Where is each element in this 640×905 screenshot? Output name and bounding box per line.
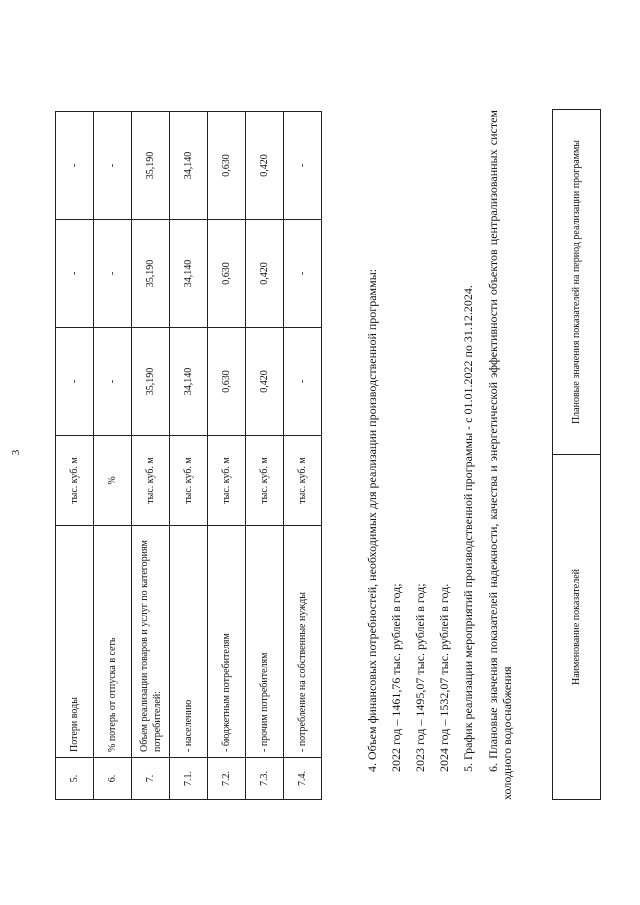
row-indicator-name: Объем реализации товаров и услуг по категориям потребителей:: [132, 526, 170, 758]
finance-2023: 2023 год – 1495,07 тыс. рублей в год;: [413, 583, 427, 772]
row-value-2: 0,420: [246, 220, 284, 328]
row-value-1: 35,190: [132, 328, 170, 436]
row-value-3: -: [284, 112, 322, 220]
row-value-2: 34,140: [170, 220, 208, 328]
row-value-3: -: [56, 112, 94, 220]
row-unit: тыс. куб. м: [56, 436, 94, 526]
row-value-2: 0,630: [208, 220, 246, 328]
row-value-3: 35,190: [132, 112, 170, 220]
section-4-text: 4. Объем финансовых потребностей, необходимых для реализации производственной программы:: [365, 268, 379, 772]
row-value-3: 0,420: [246, 112, 284, 220]
row-unit: тыс. куб. м: [170, 436, 208, 526]
production-table: [55, 111, 322, 800]
row-unit: тыс. куб. м: [246, 436, 284, 526]
row-number: 7.2.: [208, 758, 246, 800]
section-5-text: 5. График реализации мероприятий производственной программы - с 01.01.2022 по 31.12.2024.: [461, 285, 475, 772]
row-number: 5.: [56, 758, 94, 800]
plan-header-values: Плановые значения показателей на период реализации программы: [553, 110, 601, 455]
row-value-3: 34,140: [170, 112, 208, 220]
section-6-text: 6. Плановые значения показателей надежности, качества и энергетической эффективности объектов централизованных систем холодного водоснабжения: [486, 110, 514, 800]
row-number: 7.4.: [284, 758, 322, 800]
row-unit: тыс. куб. м: [284, 436, 322, 526]
row-unit: %: [94, 436, 132, 526]
table-row: [170, 112, 208, 800]
row-value-1: -: [284, 328, 322, 436]
row-value-2: -: [94, 220, 132, 328]
finance-2022: 2022 год – 1461,76 тыс. рублей в год;: [389, 583, 403, 772]
row-number: 7.3.: [246, 758, 284, 800]
row-value-3: 0,630: [208, 112, 246, 220]
finance-2024: 2024 год – 1532,07 тыс. рублей в год.: [437, 583, 451, 772]
page-number: 3: [10, 449, 22, 456]
row-value-1: -: [94, 328, 132, 436]
row-indicator-name: - потребление на собственные нужды: [284, 526, 322, 758]
plan-header-indicator: Наименование показателей: [553, 455, 601, 800]
row-unit: тыс. куб. м: [132, 436, 170, 526]
row-indicator-name: - прочим потребителям: [246, 526, 284, 758]
row-value-2: -: [56, 220, 94, 328]
table-row: [284, 112, 322, 800]
row-value-1: -: [56, 328, 94, 436]
row-number: 6.: [94, 758, 132, 800]
row-value-2: 35,190: [132, 220, 170, 328]
row-value-3: -: [94, 112, 132, 220]
row-indicator-name: % потерь от отпуска в сеть: [94, 526, 132, 758]
table-row: [132, 112, 170, 800]
row-value-1: 34,140: [170, 328, 208, 436]
table-row: [94, 112, 132, 800]
row-number: 7.1.: [170, 758, 208, 800]
row-value-2: -: [284, 220, 322, 328]
row-value-1: 0,630: [208, 328, 246, 436]
row-indicator-name: Потери воды: [56, 526, 94, 758]
plan-indicators-table: [552, 109, 601, 800]
row-unit: тыс. куб. м: [208, 436, 246, 526]
table-row: [56, 112, 94, 800]
row-indicator-name: - бюджетным потребителям: [208, 526, 246, 758]
row-number: 7.: [132, 758, 170, 800]
table-row: [208, 112, 246, 800]
table-row: [246, 112, 284, 800]
row-indicator-name: - населению: [170, 526, 208, 758]
program-text: [360, 110, 514, 800]
row-value-1: 0,420: [246, 328, 284, 436]
